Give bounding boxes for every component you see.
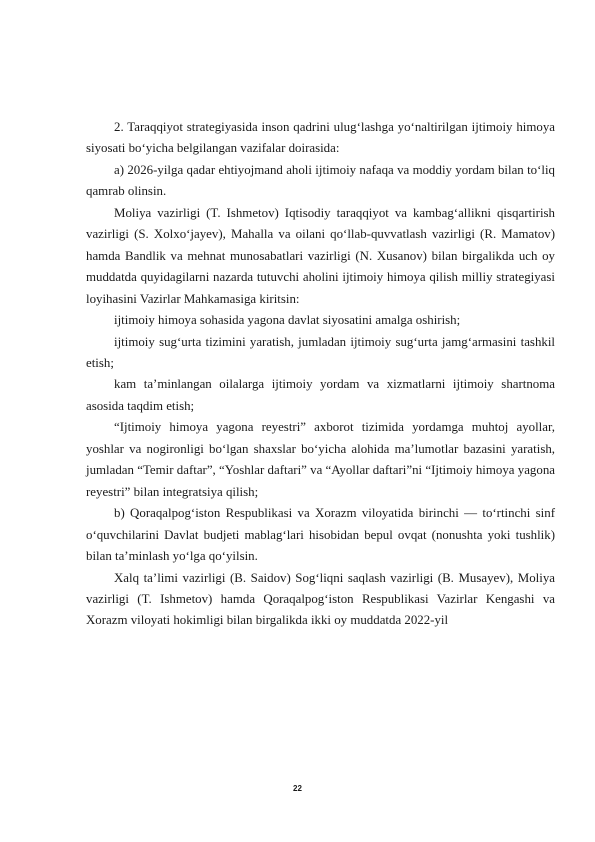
paragraph: a) 2026-yilga qadar ehtiyojmand aholi ijtimoiy nafaqa va moddiy yordam bilan to‘liq qamrab olinsin. [86, 162, 555, 199]
paragraph: Xalq ta’limi vazirligi (B. Saidov) Sog‘liqni saqlash vazirligi (B. Musayev), Moliya vazirligi (T. Ishmetov) hamda Qoraqalpog‘iston Respublikasi Vazirlar Kengashi va Xorazm viloyati hokimligi bilan birgalikda ikki oy muddatda 2022-yil [86, 570, 555, 628]
paragraph: Moliya vazirligi (T. Ishmetov) Iqtisodiy taraqqiyot va kambag‘allikni qisqartirish vazirligi (S. Xolxo‘jayev), Mahalla va oilani qo‘llab-quvvatlash vazirligi (R. Mamatov) hamda Bandlik va mehnat munosabatlari vazirligi (N. Xusanov) bilan birgalikda uch oy muddatda quyidagilarni nazarda tutuvchi aholini ijtimoiy himoya qilish milliy strategiyasi loyihasini Vazirlar Mahkamasiga kiritsin: [86, 205, 555, 306]
paragraph: 2. Taraqqiyot strategiyasida inson qadrini ulug‘lashga yo‘naltirilgan ijtimoiy himoya siyosati bo‘yicha belgilangan vazifalar doirasida: [86, 120, 555, 156]
paragraph: ijtimoiy sug‘urta tizimini yaratish, jumladan ijtimoiy sug‘urta jamg‘armasini tashkil etish; [86, 334, 555, 370]
page-number: 22 [293, 784, 302, 793]
paragraph: “Ijtimoiy himoya yagona reyestri” axborot tizimida yordamga muhtoj ayollar, yoshlar va nogironligi bo‘lgan shaxslar bo‘yicha alohida ma’lumotlar bazasini yaratish, jumladan “Temir daftar”, “Yoshlar daftari” va “Ayollar daftari”ni “Ijtimoiy himoya yagona reyestri” bilan integratsiya qilish; [86, 420, 555, 499]
paragraph: kam ta’minlangan oilalarga ijtimoiy yordam va xizmatlarni ijtimoiy shartnoma asosida taqdim etish; [86, 377, 555, 413]
paragraph: b) Qoraqalpog‘iston Respublikasi va Xorazm viloyatida birinchi — to‘rtinchi sinf o‘quvchilarini Davlat budjeti mablag‘lari hisobidan bepul ovqat (nonushta yoki tushlik) bilan ta’minlash yo‘lga qo‘yilsin. [86, 506, 555, 564]
document-body [86, 117, 555, 632]
paragraph: ijtimoiy himoya sohasida yagona davlat siyosatini amalga oshirish; [114, 313, 461, 328]
